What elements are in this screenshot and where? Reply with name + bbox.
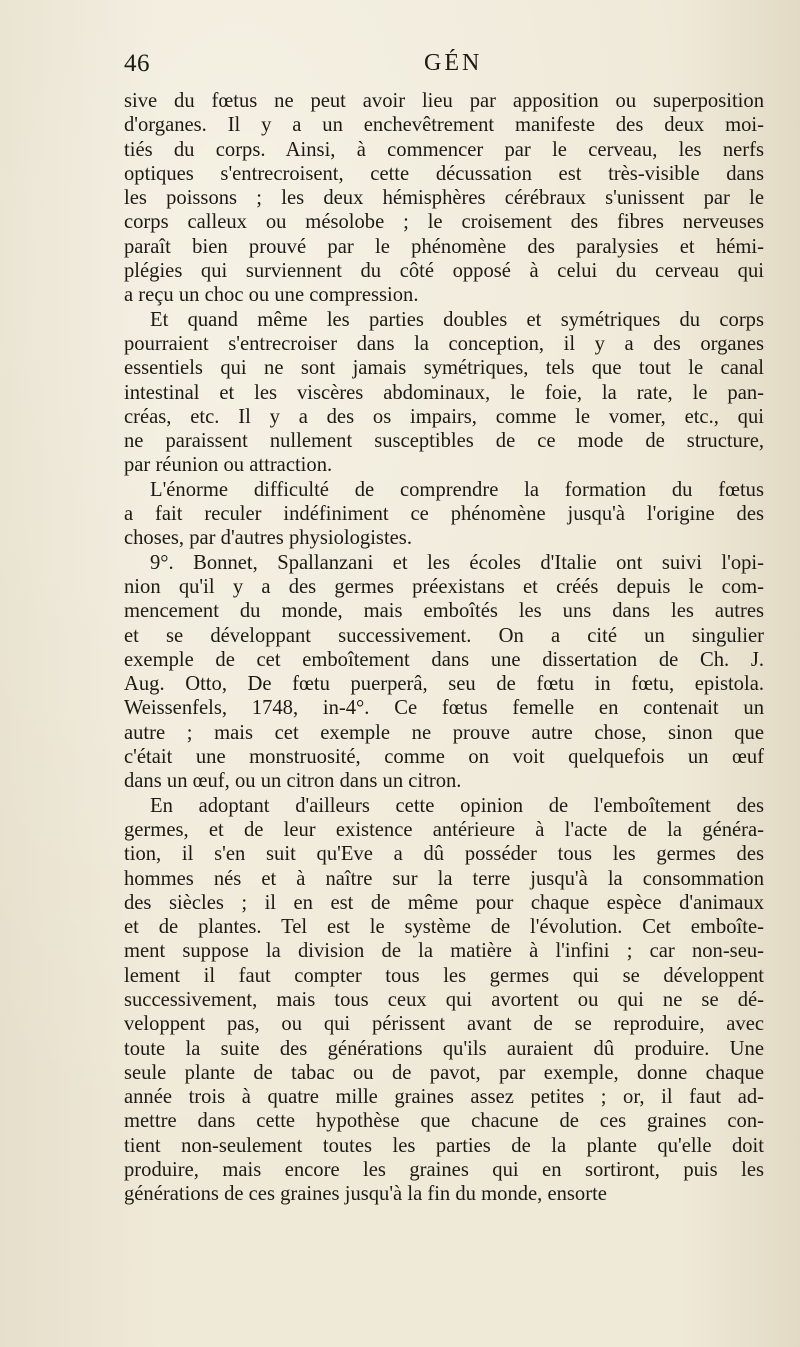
text-line: optiques s'entrecroisent, cette décussation est très-visible dans [124, 162, 764, 185]
text-line: exemple de cet emboîtement dans une dissertation de Ch. J. [124, 648, 764, 671]
text-line: corps calleux ou mésolobe ; le croisement des fibres nerveuses [124, 211, 764, 234]
text-line: tion, il s'en suit qu'Eve a dû posséder tous les germes des [124, 843, 764, 866]
text-line: année trois à quatre mille graines assez petites ; or, il faut ad- [124, 1086, 764, 1109]
text-line: paraît bien prouvé par le phénomène des paralysies et hémi- [124, 235, 764, 258]
text-line: 9°. Bonnet, Spallanzani et les écoles d'Italie ont suivi l'opi- [150, 551, 764, 574]
text-line: a fait reculer indéfiniment ce phénomène jusqu'à l'origine des [124, 503, 764, 526]
text-line: plégies qui surviennent du côté opposé à celui du cerveau qui [124, 260, 764, 283]
page-header [124, 50, 764, 90]
text-line: essentiels qui ne sont jamais symétriques, tels que tout le canal [124, 357, 764, 380]
paragraph [124, 794, 764, 1207]
text-line: les poissons ; les deux hémisphères cérébraux s'unissent par le [124, 187, 764, 210]
body-text [124, 89, 764, 1207]
text-line: choses, par d'autres physiologistes. [124, 527, 412, 550]
text-line: mettre dans cette hypothèse que chacune de ces graines con- [124, 1110, 764, 1133]
text-line: seule plante de tabac ou de pavot, par exemple, donne chaque [124, 1061, 764, 1084]
text-line: créas, etc. Il y a des os impairs, comme le vomer, etc., qui [124, 405, 764, 428]
text-line: des siècles ; il en est de même pour chaque espèce d'animaux [124, 891, 764, 914]
text-line: nion qu'il y a des germes préexistans et créés depuis le com- [124, 575, 764, 598]
text-line: mencement du monde, mais emboîtés les uns dans les autres [124, 600, 764, 623]
text-line: successivement, mais tous ceux qui avortent ou qui ne se dé- [124, 988, 764, 1011]
text-line: veloppent pas, ou qui périssent avant de se reproduire, avec [124, 1013, 764, 1036]
text-line: sive du fœtus ne peut avoir lieu par apposition ou superposition [124, 90, 764, 112]
text-line: Et quand même les parties doubles et symétriques du corps [150, 308, 764, 331]
text-line: intestinal et les viscères abdominaux, le foie, la rate, le pan- [124, 381, 764, 404]
paragraph [124, 478, 764, 551]
text-line: générations de ces graines jusqu'à la fin du monde, ensorte [124, 1183, 607, 1206]
text-line: et de plantes. Tel est le système de l'évolution. Cet emboîte- [124, 916, 764, 939]
text-line: En adoptant d'ailleurs cette opinion de l'emboîtement des [150, 794, 764, 817]
text-line: produire, mais encore les graines qui en sortiront, puis les [124, 1159, 764, 1182]
page-number: 46 [124, 50, 150, 77]
text-line: Aug. Otto, De fœtu puerperâ, seu de fœtu in fœtu, epistola. [124, 673, 764, 696]
text-line: tiés du corps. Ainsi, à commencer par le cerveau, les nerfs [124, 138, 764, 161]
text-line: autre ; mais cet exemple ne prouve autre chose, sinon que [124, 721, 764, 744]
paragraph [124, 308, 764, 478]
text-line: germes, et de leur existence antérieure à l'acte de la généra- [124, 818, 764, 841]
running-head: GÉN [424, 50, 483, 76]
text-line: L'énorme difficulté de comprendre la formation du fœtus [150, 478, 764, 501]
text-line: ment suppose la division de la matière à l'infini ; car non-seu- [124, 940, 764, 963]
text-line: d'organes. Il y a un enchevêtrement manifeste des deux moi- [124, 114, 764, 137]
paragraph [124, 89, 764, 308]
text-line: a reçu un choc ou une compression. [124, 284, 419, 307]
text-line: c'était une monstruosité, comme on voit quelquefois un œuf [124, 746, 764, 769]
paragraph [124, 551, 764, 794]
text-line: et se développant successivement. On a cité un singulier [124, 624, 764, 647]
text-line: par réunion ou attraction. [124, 454, 333, 477]
text-line: lement il faut compter tous les germes qui se développent [124, 964, 764, 987]
text-line: ne paraissent nullement susceptibles de ce mode de structure, [124, 430, 764, 453]
text-line: pourraient s'entrecroiser dans la conception, il y a des organes [124, 332, 764, 355]
text-line: tient non-seulement toutes les parties de la plante qu'elle doit [124, 1134, 764, 1157]
text-line: hommes nés et à naître sur la terre jusqu'à la consommation [124, 867, 764, 890]
text-line: toute la suite des générations qu'ils auraient dû produire. Une [124, 1037, 764, 1060]
text-line: dans un œuf, ou un citron dans un citron. [124, 770, 462, 793]
text-line: Weissenfels, 1748, in-4°. Ce fœtus femelle en contenait un [124, 697, 764, 720]
